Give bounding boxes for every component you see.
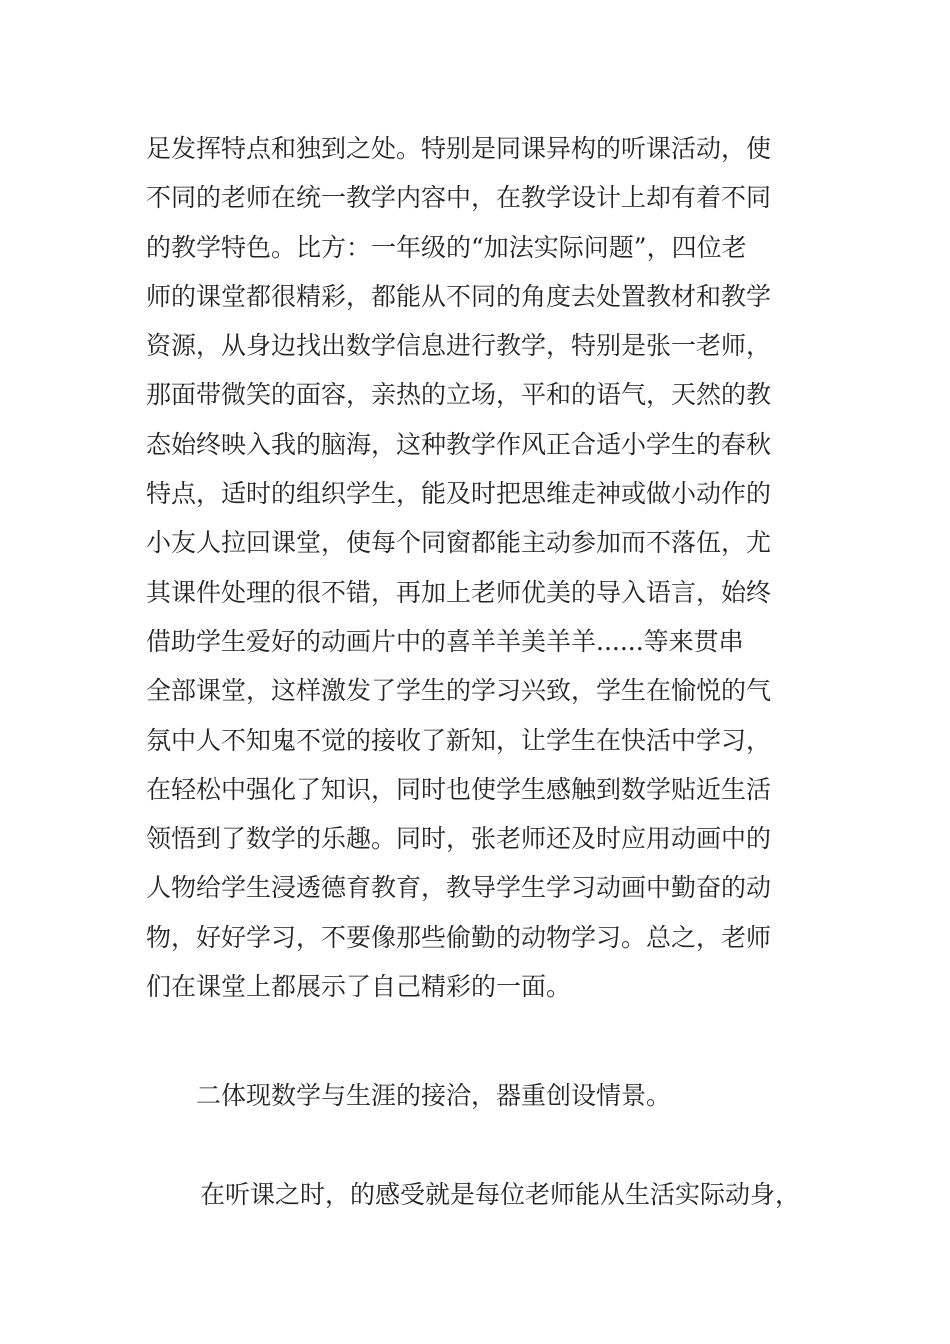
paragraph-line: 态始终映入我的脑海，这种教学作风正合适小学生的春秋	[146, 429, 772, 459]
paragraph-line: 氛中人不知鬼不觉的接收了新知，让学生在快活中学习，	[146, 725, 772, 755]
section-heading: 二体现数学与生涯的接洽，器重创设情景。	[196, 1081, 672, 1110]
paragraph-line: 借助学生爱好的动画片中的喜羊羊美羊羊......等来贯串	[146, 626, 744, 656]
paragraph-line: 足发挥特点和独到之处。特别是同课异构的听课活动，使	[146, 134, 772, 163]
paragraph-line: 资源，从身边找出数学信息进行教学，特别是张一老师，	[146, 331, 772, 361]
paragraph-line: 物，好好学习，不要像那些偷勤的动物学习。总之，老师	[146, 922, 772, 952]
paragraph-line: 们在课堂上都展示了自己精彩的一面。	[146, 972, 572, 1002]
paragraph-line: 其课件处理的很不错，再加上老师优美的导入语言，始终	[146, 577, 772, 607]
paragraph-line: 师的课堂都很精彩，都能从不同的角度去处置教材和教学	[146, 281, 772, 311]
paragraph-line: 人物给学生浸透德育教育，教导学生学习动画中勤奋的动	[146, 873, 772, 903]
paragraph-line: 小友人拉回课堂，使每个同窗都能主动参加而不落伍，尤	[146, 528, 772, 558]
paragraph-line: 那面带微笑的面容，亲热的立场，平和的语气，天然的教	[146, 380, 772, 410]
paragraph-line: 在轻松中强化了知识，同时也使学生感触到数学贴近生活	[146, 774, 772, 804]
body-paragraph	[146, 124, 846, 1011]
paragraph-line: 特点，适时的组织学生，能及时把思维走神或做小动作的	[146, 479, 772, 509]
body-paragraph-start: 在听课之时，的感受就是每位老师能从生活实际动身，	[200, 1180, 801, 1209]
paragraph-line: 的教学特色。比方：一年级的“加法实际问题”，四位老	[146, 232, 747, 262]
paragraph-line: 全部课堂，这样激发了学生的学习兴致，学生在愉悦的气	[146, 676, 772, 706]
paragraph-line: 领悟到了数学的乐趣。同时，张老师还及时应用动画中的	[146, 824, 772, 854]
paragraph-line: 不同的老师在统一教学内容中，在教学设计上却有着不同	[146, 183, 772, 213]
